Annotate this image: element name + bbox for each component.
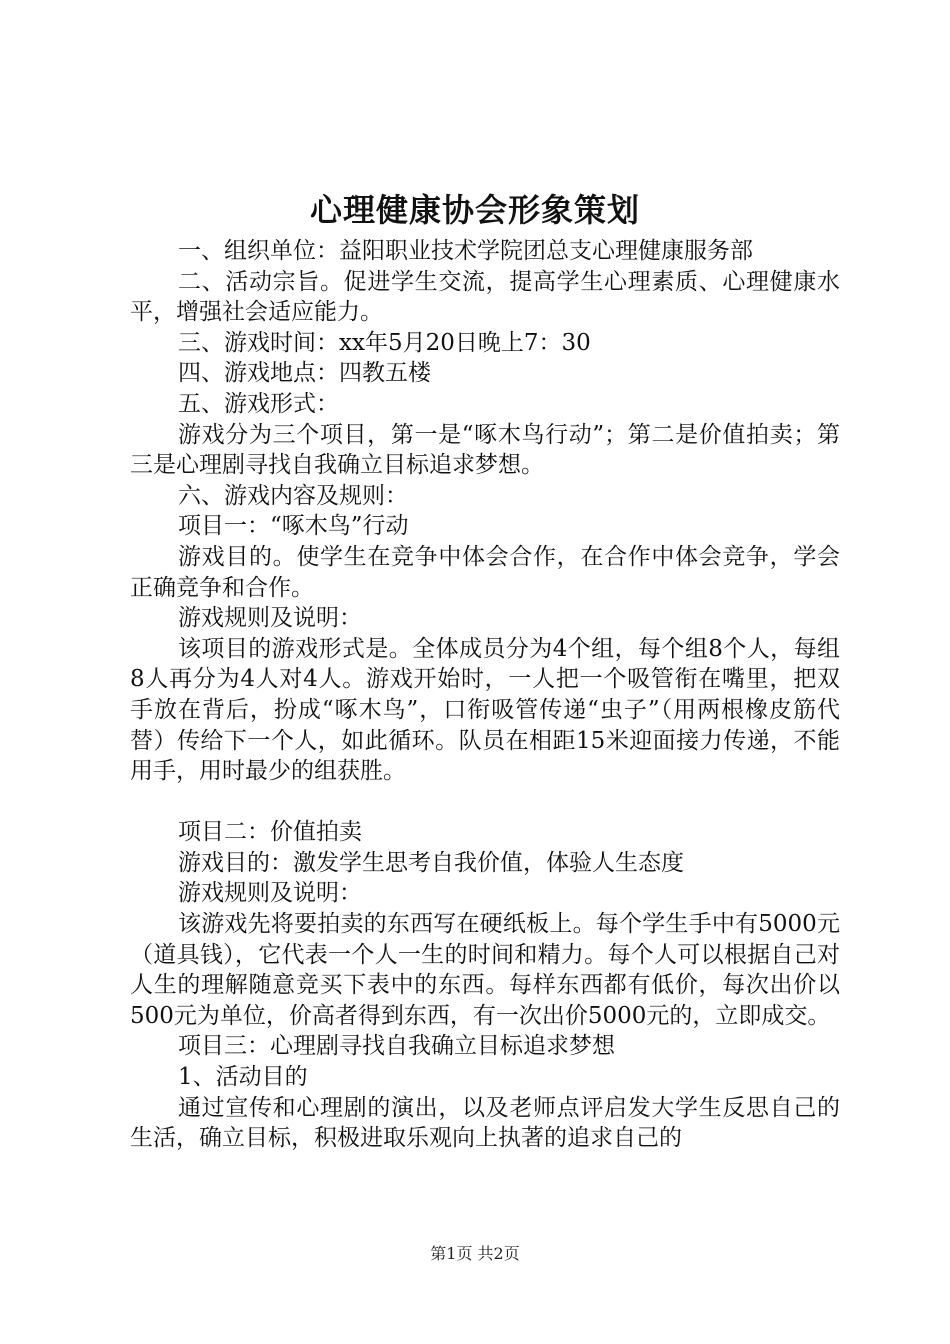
document-title: 心理健康协会形象策划 [309,191,640,229]
paragraph-organizer: 一、组织单位：益阳职业技术学院团总支心理健康服务部 [178,238,753,264]
paragraph-format: 游戏分为三个项目，第一是“啄木鸟行动”；第二是价值拍卖；第三是心理剧寻找自我确立目标追求梦想。 [130,421,840,479]
paragraph-project-two-goal: 游戏目的：激发学生思考自我价值，体验人生态度 [178,849,684,876]
page-number: 第1页 共2页 [430,1244,520,1263]
paragraph-activity-goal: 通过宣传和心理剧的演出，以及老师点评启发大学生反思自己的生活，确立目标，积极进取乐观向上执著的追求自己的 [130,1094,840,1152]
paragraph-location: 四、游戏地点：四教五楼 [178,360,431,387]
paragraph-format-heading: 五、游戏形式： [178,390,339,417]
paragraph-project-two-rules: 该游戏先将要拍卖的东西写在硬纸板上。每个学生手中有5000元（道具钱），它代表一个人一生的时间和精力。每个人可以根据自己对人生的理解随意竞买下表中的东西。每样东西都有低价，每次出价以500元为单位，价高者得到东西，有一次出价5000元的，立即成交。 [130,911,840,1029]
paragraph-activity-goal-heading: 1、活动目的 [178,1064,308,1091]
paragraph-project-two-rules-heading: 游戏规则及说明： [178,880,362,907]
paragraph-project-three-title: 项目三：心理剧寻找自我确立目标追求梦想 [178,1033,615,1060]
paragraph-project-one-rules: 该项目的游戏形式是。全体成员分为4个组，每个组8个人，每组8人再分为4人对4人。游戏开始时，一人把一个吸管衔在嘴里，把双手放在背后，扮成“啄木鸟”，口衔吸管传递“虫子”（用两根橡皮筋代替）传给下一个人，如此循环。队员在相距15米迎面接力传递，不能用手，用时最少的组获胜。 [130,635,840,785]
paragraph-purpose: 二、活动宗旨。促进学生交流，提高学生心理素质、心理健康水平，增强社会适应能力。 [130,268,840,326]
paragraph-project-two-title: 项目二：价值拍卖 [178,819,362,846]
blank-line [130,787,840,818]
paragraph-project-one-rules-heading: 游戏规则及说明： [178,605,362,632]
document-body [130,236,840,1154]
paragraph-time: 三、游戏时间：xx年5月20日晚上7：30 [178,329,591,356]
paragraph-project-one-title: 项目一：“啄木鸟”行动 [178,513,409,540]
paragraph-rules-heading: 六、游戏内容及规则： [178,482,408,509]
paragraph-project-one-goal: 游戏目的。使学生在竞争中体会合作，在合作中体会竞争，学会正确竞争和合作。 [130,543,840,601]
